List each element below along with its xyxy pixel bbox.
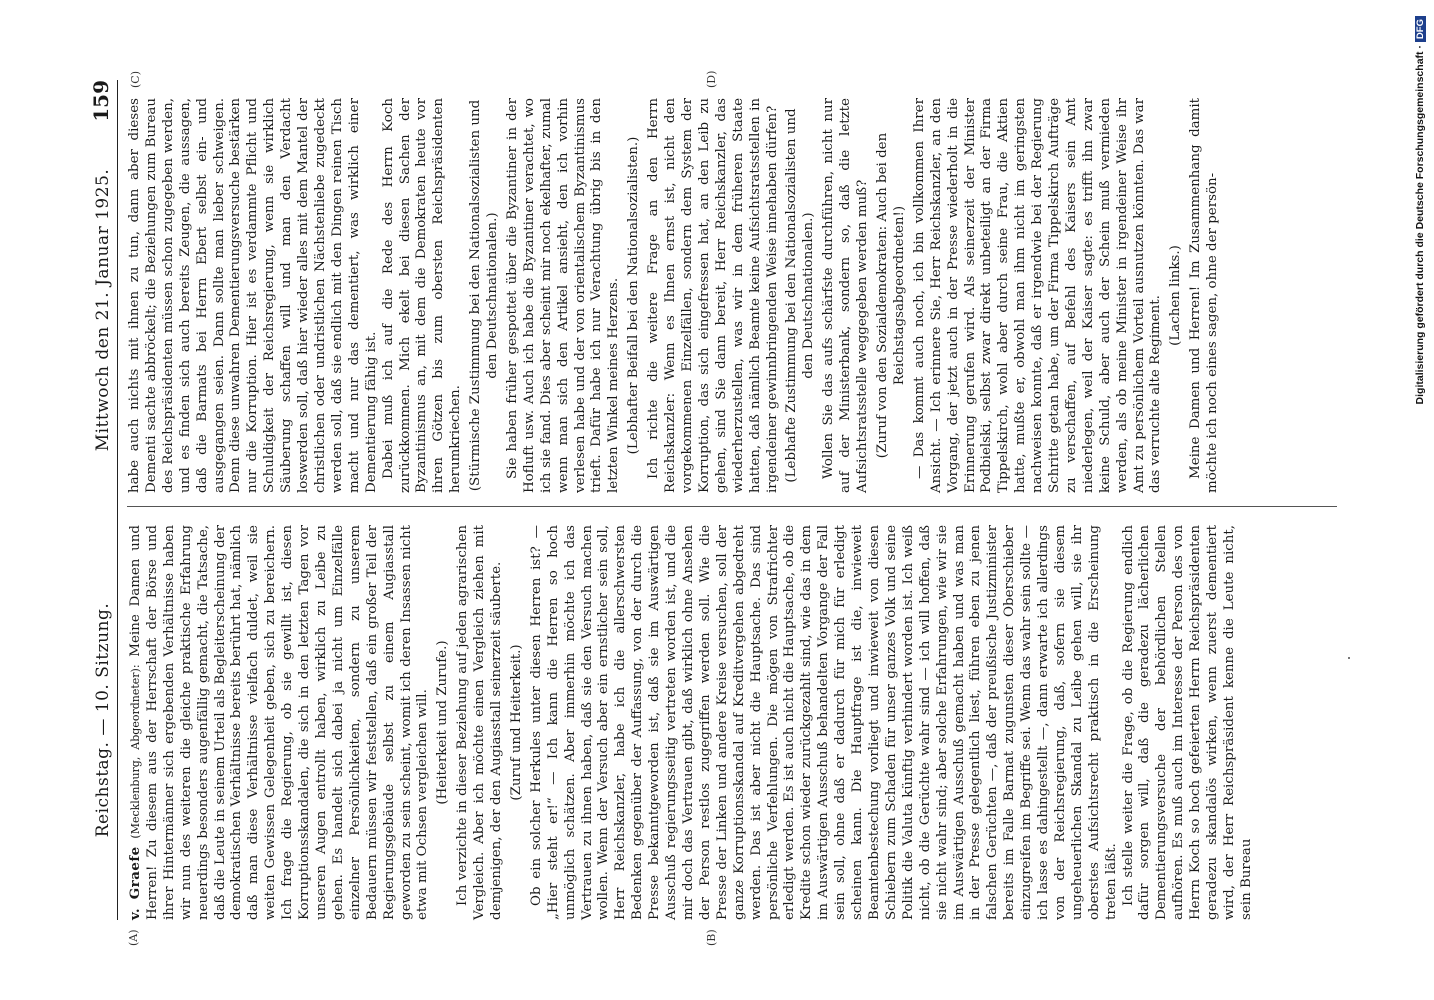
interjection: (Lachen links.) [1168, 245, 1184, 346]
margin-marker-a: (A) [127, 929, 140, 946]
interjection: (Stürmische Zustimmung bei den Nationalsozialisten und den Deutschnationalen.) [468, 99, 501, 492]
margin-marker-d: (D) [705, 70, 718, 88]
rotated-page [87, 70, 1347, 946]
digitization-credit [1414, 16, 1426, 996]
paragraph: Ich stelle weiter die Frage, ob die Regierung endlich dafür sorgen will, daß die geradezu lächerlichen Dementierungsversuche der behördlichen Stellen aufhören. Es muß auch im Interesse der Person des von Herrn Koch so hoch gefeierten Herrn Reichspräsidenten geradezu skandalös wirken, wenn zuerst dementiert wird, der Herr Reichspräsident kenne die Leute nicht, sein Bureau [1120, 525, 1254, 920]
running-head-right: Mittwoch den 21. Januar 1925. [93, 168, 113, 452]
margin-marker-b: (B) [705, 929, 718, 946]
paragraph: Meine Damen und Herren! Zu diesem aus der Herrschaft der Börse und ihrer Hintermänner sich ergebenden Verhältnisse haben wir nun des weiteren die gleiche praktische Erfahrung neuerdings besonders augenfällig gemacht, die Tatsache, daß die Leute in seinem Urteil als Begleiterscheinung der demokratischen Verhältnisse bereits berührt hat, nämlich daß man diese Verhältnisse vielfach duldet, weil sie weiten Gewissen Gelegenheit geben, sich zu bereichern. Ich frage die Regierung, ob sie gewillt ist, diesen Korruptionsskandalen, die sich in den letzten Tagen vor unseren Augen entrollt haben, wirklich zu Leibe zu gehen. Es handelt sich dabei ja nicht um Einzelfälle einzelner Persönlichkeiten, sondern zu unserem Bedauern müssen wir feststellen, daß ein großer Teil der Regierungsgebäude selbst zu einem Augiasstall geworden zu sein scheint, womit ich deren Insassen nicht etwa mit Ochsen vergleichen will. [128, 525, 431, 920]
interjection: (Zuruf von den Sozialdemokraten: Auch bei den Reichstagsabgeordneten!) [874, 132, 907, 459]
left-column [127, 525, 1256, 920]
paragraph: Ich richte die weitere Frage an den Herrn Reichskanzler: Wenn es Ihnen ernst ist, nicht den vorgekommenen Einzelfällen, sondern dem System der Korruption, das sich eingefressen hat, an den Leib zu gehen, sind Sie dann bereit, Herr Reichskanzler, das wiederherzustellen, was wir in dem früheren Staate hatten, daß nämlich Beamte keine Aufsichtsratsstellen in irgendeiner gewinnbringenden Weise innehaben dürfen? [646, 98, 780, 493]
running-head [87, 80, 118, 920]
speaker-name: v. Graefe [127, 846, 143, 920]
page-number: 159 [89, 80, 113, 122]
paragraph: Ob ein solcher Herkules unter diesen Herren ist? — „Hier steht er!“ — Ich kann die Herren so hoch unmöglich schätzen. Aber immerhin möchte ich das Vertrauen zu ihnen haben, daß sie den Versuch machen wollen. Wenn der Versuch aber ein ernstlicher sein soll, Herr Reichskanzler, habe ich die allerschwersten Bedenken gegenüber der Auffassung, von der durch die Presse bekanntgeworden ist, daß sie im Auswärtigen Ausschuß regierungsseitig vertreten worden ist, und die mir doch das Vertrauen gibt, daß wirklich ohne Ansehen der Person restlos zugegriffen werden soll. Wie die Presse der Linken und andere Kreise versuchen, soll der ganze Korruptionsskandal auf Kreditvergehen abgedreht werden. Das ist aber nicht die Hauptsache. Das sind persönliche Verfehlungen. Die mögen von Strafrichter erledigt werden. Es ist auch nicht die Hauptsache, ob die Kredite schon wieder zurückgezahlt sind, wie das in dem im Auswärtigen Ausschuß behandelten Vorgange der Fall sein soll, ohne daß er dadurch für mich für erledigt scheinen kann. Die Hauptfrage ist die, inwieweit Beamtenbestechung vorliegt und inwieweit von diesen Schiebern zum Schaden für unser ganzes Volk und seine Politik die Valuta künftig verhindert worden ist. Ich weiß nicht, ob die Gerüchte wahr sind — ich will hoffen, daß sie nicht wahr sind; aber solche Erfahrungen, wie wir sie im Auswärtigen Ausschuß gemacht haben und was man in der Presse gelegentlich liest, führen eben zu jenen falschen Gerüchten —, daß der preußische Justizminister bereits im Falle Barmat zugunsten dieser Oberschieber einzugreifen im Begriffe sei. Wenn das wahr sein sollte — ich lasse es dahingestellt —, dann erwarte ich allerdings von der Reichsregierung, daß, sofern sie diesem ungeheuerlichen Skandal zu Leibe gehen will, sie ihr oberstes Aufsichtsrecht praktisch in die Erscheinung treten läßt. [528, 525, 1119, 920]
paragraph: Dabei muß ich auf die Rede des Herrn Koch zurückkommen. Mich ekelt bei diesen Sachen der Byzantinismus an, mit dem die Demokraten heute vor ihren Götzen bis zum obersten Reichspräsidenten herumkriechen. [380, 98, 464, 493]
paragraph: Meine Damen und Herren! Im Zusammenhang damit möchte ich noch eines sagen, ohne der persön- [1188, 98, 1221, 493]
paragraph: — Das kommt auch noch, ich bin vollkommen Ihrer Ansicht. — Ich erinnere Sie, Herr Reichskanzler, an den Vorgang, der jetzt auch in der Presse wiederholt in die Erinnerung gerufen wird. Als seinerzeit der Minister Podbielski, selbst zwar direkt unbeteiligt an der Firma Tippelskirch, wohl aber durch seine Frau, die Aktien hatte, mußte er, obwohl man ihm nicht im geringsten nachweisen konnte, daß er irgendwie bei der Regierung Schritte getan habe, um der Firma Tippelskirch Aufträge zu verschaffen, auf Befehl des Kaisers sein Amt niederlegen, weil der Kaiser sagte: es trifft ihn zwar keine Schuld, aber auch der Schein muß vermieden werden, als ob meine Minister in irgendeiner Weise ihr Amt zu persönlichem Vorteil ausnutzen könnten. Das war das verruchte alte Regiment. [911, 98, 1164, 493]
column-divider [127, 506, 1337, 507]
margin-marker-c: (C) [129, 71, 142, 88]
right-column [127, 98, 1222, 493]
dfg-logo: DFG [1415, 16, 1426, 42]
credit-text: Digitalisierung gefördert durch die Deutsche Forschungsgemeinschaft · [1414, 45, 1426, 405]
paragraph: Sie haben früher gespottet über die Byzantiner in der Hofluft usw. Auch ich habe die Byzantiner verachtet, wo ich sie fand. Dies aber scheint mir noch ekelhafter, zumal wenn man sich den Artikel ansieht, den ich vorhin verlesen habe und der von orientalischem Byzantinismus trieft. Dafür habe ich nur Verachtung übrig bis in den letzten Winkel meines Herzens. [504, 98, 622, 493]
interjection: (Lebhafte Zustimmung bei den Nationalsozialisten und den Deutschnationalen.) [784, 108, 817, 483]
scan-speck [1348, 657, 1350, 659]
speech-opening [127, 525, 432, 920]
paragraph: Ich verzichte in dieser Beziehung auf jeden agrarischen Vergleich. Aber ich möchte einen Vergleich ziehen mit demjenigen, der den Augiasstall seinerzeit säuberte. [455, 525, 505, 920]
interjection: (Lebhafter Beifall bei den Nationalsozialisten.) [626, 136, 642, 455]
paragraph: Wollen Sie das aufs schärfste durchführen, nicht nur auf der Ministerbank, sondern so, daß die letzte Aufsichtsratsstelle weggegeben werden muß? [821, 98, 871, 493]
interjection: (Heiterkeit und Zurufe.) [435, 640, 451, 805]
interjection: (Zuruf und Heiterkeit.) [508, 644, 524, 801]
speaker-party: (Mecklenburg, Abgeordneter): [129, 664, 142, 839]
paragraph: habe auch nichts mit ihnen zu tun, dann aber dieses Dementi sachte abbröckelt; die Beziehungen zum Bureau des Reichspräsidenten müssen schon zugegeben werden, und es finden sich auch bereits Zeugen, die aussagen, daß die Barmats bei Herrn Ebert selbst ein- und ausgegangen seien. Dann sollte man lieber schweigen. Denn diese unwahren Dementierungsversuche bestärken nur die Korruption. Hier ist es verdammte Pflicht und Schuldigkeit der Reichsregierung, wenn sie wirklich Säuberung schaffen will und man den Verdacht loswerden soll, daß hier wieder alles mit dem Mantel der christlichen oder undristlichen Nächstenliebe zugedeckt werden soll, daß sie endlich mit den Dingen reinen Tisch macht und nur das dementiert, was wirklich einer Dementierung fähig ist. [127, 98, 379, 493]
running-head-left: Reichstag. — 10. Sitzung. [93, 602, 113, 838]
